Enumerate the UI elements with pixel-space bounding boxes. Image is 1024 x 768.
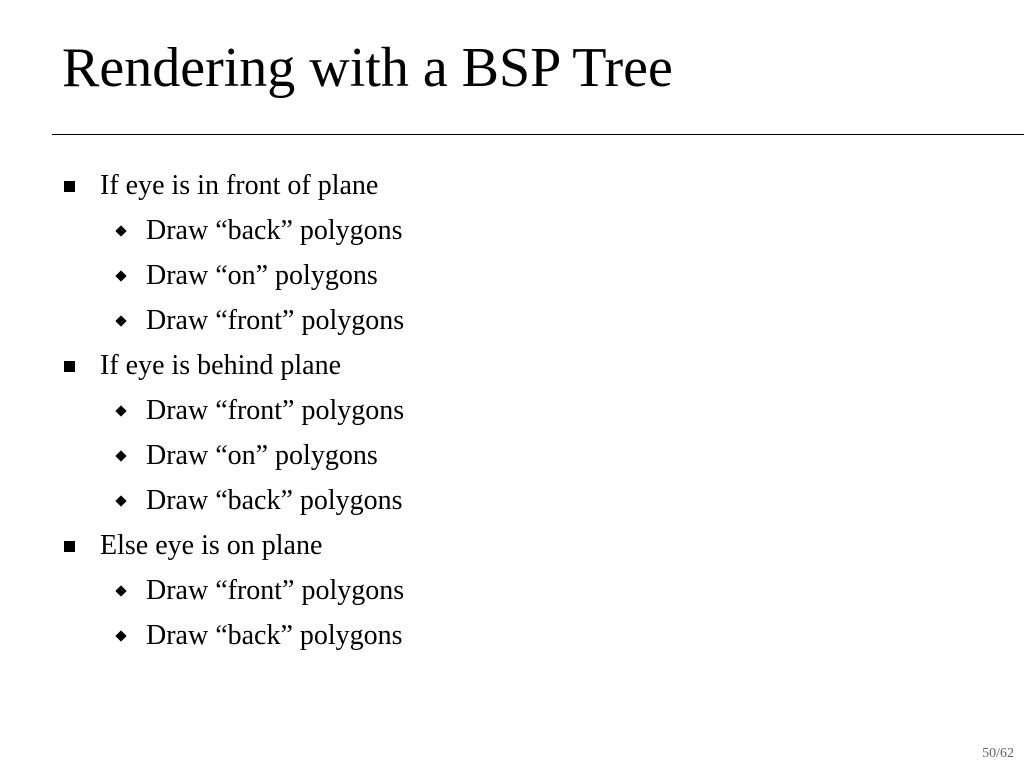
sub-bullet-text: Draw “back” polygons xyxy=(146,215,403,246)
diamond-bullet-icon xyxy=(115,405,126,416)
diamond-bullet-icon xyxy=(115,270,126,281)
sub-bullet-item xyxy=(115,260,378,292)
square-bullet-icon xyxy=(64,181,75,192)
sub-bullet-item xyxy=(115,575,404,607)
bullet-text: Else eye is on plane xyxy=(100,530,323,561)
sub-bullet-item xyxy=(115,305,404,337)
bullet-text: If eye is in front of plane xyxy=(100,170,379,201)
bullet-item xyxy=(64,170,378,202)
sub-bullet-item xyxy=(115,215,403,247)
diamond-bullet-icon xyxy=(115,630,126,641)
square-bullet-icon xyxy=(64,541,75,552)
bullet-text: If eye is behind plane xyxy=(100,350,342,381)
sub-bullet-item xyxy=(115,395,404,427)
page-number: 50/62 xyxy=(982,746,1014,761)
sub-bullet-item xyxy=(115,485,403,517)
sub-bullet-text: Draw “front” polygons xyxy=(146,395,405,426)
sub-bullet-text: Draw “front” polygons xyxy=(146,305,405,336)
diamond-bullet-icon xyxy=(115,450,126,461)
sub-bullet-text: Draw “front” polygons xyxy=(146,575,405,606)
bullet-item xyxy=(64,350,341,382)
sub-bullet-text: Draw “back” polygons xyxy=(146,485,403,516)
diamond-bullet-icon xyxy=(115,585,126,596)
square-bullet-icon xyxy=(64,361,75,372)
diamond-bullet-icon xyxy=(115,495,126,506)
sub-bullet-text: Draw “on” polygons xyxy=(146,260,378,291)
sub-bullet-text: Draw “back” polygons xyxy=(146,620,403,651)
sub-bullet-item xyxy=(115,440,378,472)
sub-bullet-text: Draw “on” polygons xyxy=(146,440,378,471)
bullet-item xyxy=(64,530,322,562)
diamond-bullet-icon xyxy=(115,225,126,236)
sub-bullet-item xyxy=(115,620,403,652)
diamond-bullet-icon xyxy=(115,315,126,326)
slide-title: Rendering with a BSP Tree xyxy=(62,37,673,99)
